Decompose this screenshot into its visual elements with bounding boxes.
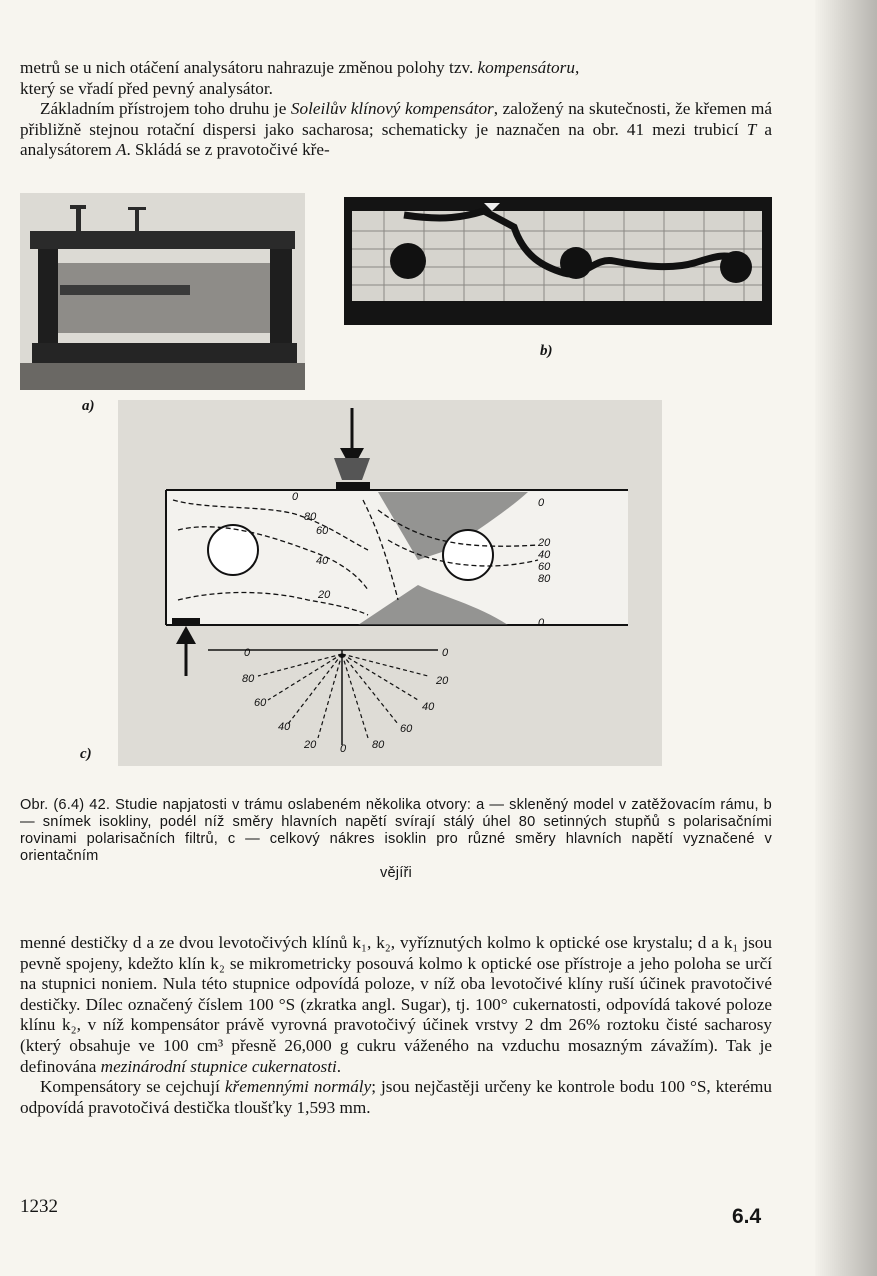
text-run: menné destičky d a ze dvou levotočivých klínů k₁, k₂, vyříznutých kolmo k optické ose krystalu; d a k₁ jsou pevně spojeny, kdežto klín k₂ se mikrometricky posouvá kolmo k optické ose přístroje a jeho poloha se určí na stupnici noniem. Nula této stupnice odpovídá poloze, v níž oba levotočivé klíny ruší účinek pravotočivé destičky. Dílec označený číslem 100 °S (zkratka angl. Sugar), tj. 100° cukernatosti, odpovídá takové poloze klínu k₂, v níž kompensátor právě vyrovná pravotočivý účinek vrstvy 2 dm 26% roztoku čisté sacharosy (který obsahuje ve 100 cm³ přesně 26,000 g cukru váženého na vzduchu mosazným závažím). Tak je definována [20, 933, 772, 1076]
text-run: . [336, 1056, 342, 1076]
fan-label-80-right: 80 [372, 739, 385, 751]
text-run: , založený na skutečnosti, že křemen má přibližně stejnou rotační dispersi jako sacharosa; schematicky je naznačen na obr. 41 mezi trubicí [20, 99, 773, 139]
symbol-T: T [746, 119, 757, 139]
text-run: metrů se u nich otáčení analysátoru nahrazuje změnou polohy tzv. [20, 58, 478, 77]
iso-left-label-60: 60 [316, 525, 329, 537]
drawing-c-svg [118, 400, 662, 766]
iso-left-label-80: 80 [304, 511, 317, 523]
photo-b-isocline [344, 197, 772, 325]
drawing-c-isoclines [118, 400, 662, 766]
iso-left-label-40: 40 [316, 555, 329, 567]
term-kompensator: kompensátoru [477, 58, 575, 77]
fan-label-0-bottom: 0 [340, 743, 347, 755]
iso-right-label-40: 40 [538, 549, 551, 561]
symbol-A: A [115, 140, 127, 160]
term-international-scale: mezinárodní stupnice cukernatosti [100, 1056, 337, 1076]
iso-right-label-0: 0 [538, 497, 545, 509]
figure-label-a: a) [82, 398, 95, 414]
fan-label-0-left: 0 [244, 647, 251, 659]
text-line: který se vřadí před pevný analysátor. [20, 78, 273, 98]
iso-right-label-0b: 0 [538, 617, 545, 629]
section-number: 6.4 [732, 1205, 762, 1228]
figure-label-b: b) [540, 343, 553, 359]
fan-label-60-left: 60 [254, 697, 267, 709]
iso-right-label-20: 20 [538, 537, 551, 549]
bottom-paragraph [20, 933, 772, 1118]
iso-right-label-60: 60 [538, 561, 551, 573]
photo-a-glass-model [20, 193, 305, 390]
fan-label-0-right: 0 [442, 647, 449, 659]
text-run: Základním přístrojem toho druhu je [40, 99, 291, 119]
fan-label-60-right: 60 [400, 723, 413, 735]
term-soleil-compensator: Soleilův klínový kompensátor [290, 99, 494, 119]
text-run: Kompensátory se cejchují [40, 1077, 225, 1097]
figure-label-c: c) [80, 746, 92, 762]
fan-label-40-left: 40 [278, 721, 291, 733]
fan-label-20-right: 20 [436, 675, 449, 687]
iso-right-label-80: 80 [538, 573, 551, 585]
text-run: ; jsou nejčastěji určeny ke kontrole bodu 100 °S, kterému odpovídá pravotočivá destička tloušťky 1,593 mm. [20, 1077, 772, 1117]
caption-last-word: vějíři [379, 865, 412, 881]
text-run: , [574, 58, 580, 77]
fan-label-20-left: 20 [304, 739, 317, 751]
iso-left-label-20: 20 [318, 589, 331, 601]
text-run: a analysátorem [20, 119, 772, 160]
fan-label-40-right: 40 [422, 701, 435, 713]
photo-a-drawing [20, 193, 305, 390]
photo-b-drawing [344, 197, 772, 325]
page-edge-shadow [815, 0, 877, 1276]
caption-text: Obr. (6.4) 42. Studie napjatosti v trámu oslabeném několika otvory: a — skleněný model v zatěžovacím rámu, b — snímek isokliny, podél níž směry hlavních napětí svírají stálý úhel 80 setinných stupňů s polarisačními rovinami polarisačních filtrů, c — celkový nákres isoklin pro různé směry hlavních napětí vyznačené v orientačním [20, 797, 772, 864]
figure-caption [20, 797, 772, 882]
term-quartz-standards: křemennými normály [224, 1077, 372, 1097]
text-run: . Skládá se z pravotočivé kře- [126, 140, 330, 160]
iso-left-label-0: 0 [292, 491, 299, 503]
top-paragraph [20, 58, 772, 161]
fan-label-80-left: 80 [242, 673, 255, 685]
page-number: 1232 [20, 1196, 58, 1217]
